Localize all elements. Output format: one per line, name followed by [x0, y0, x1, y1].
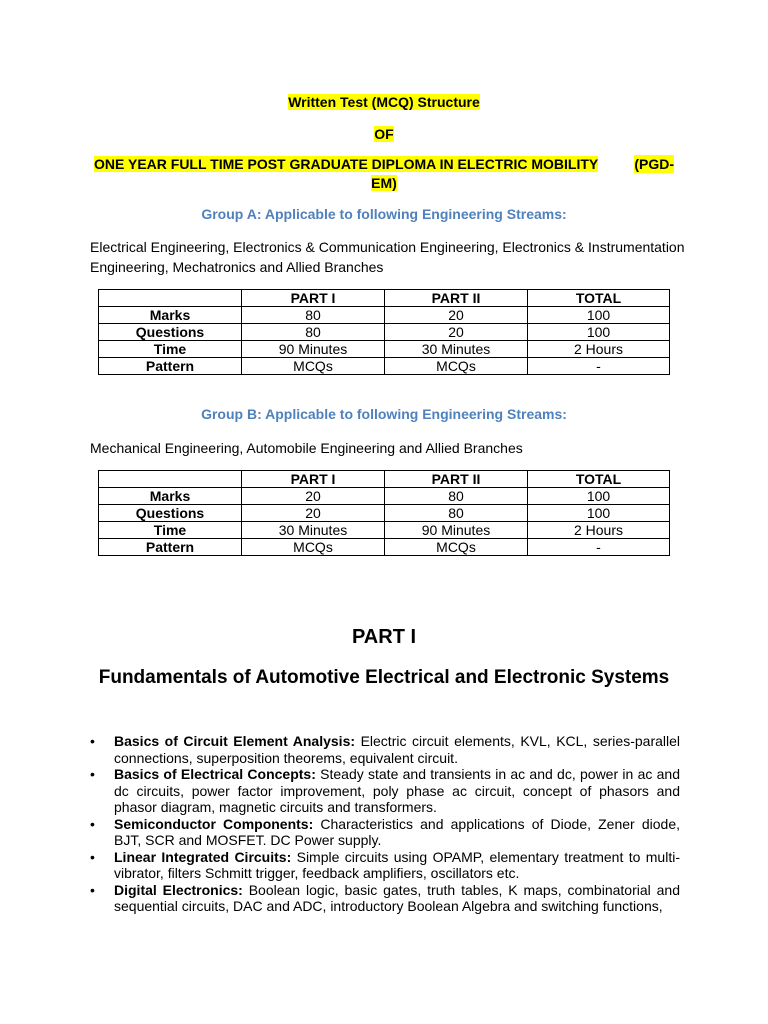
list-item — [90, 766, 680, 816]
table-row — [99, 488, 670, 505]
table-row — [99, 324, 670, 341]
table-cell: 2 Hours — [528, 341, 670, 358]
topic-body: Simple circuits using OPAMP, elementary treatment to multi-vibrator, filters Schmitt trigger, feedback amplifiers, oscillators etc. — [114, 848, 680, 881]
table-cell: - — [528, 539, 670, 556]
diploma-main: ONE YEAR FULL TIME POST GRADUATE DIPLOMA IN ELECTRIC MOBILITY — [94, 156, 599, 172]
table-cell: 80 — [242, 324, 385, 341]
group-a-heading: Group A: Applicable to following Engineering Streams: — [201, 206, 567, 222]
table-header-cell: PART I — [242, 471, 385, 488]
table-row — [99, 505, 670, 522]
table-cell: 80 — [242, 307, 385, 324]
table-header-cell: PART I — [242, 290, 385, 307]
table-cell: 30 Minutes — [385, 341, 528, 358]
table-cell: - — [528, 358, 670, 375]
table-row — [99, 358, 670, 375]
table-header-cell: PART II — [385, 290, 528, 307]
table-header-cell — [99, 290, 242, 307]
topic-head: Basics of Circuit Element Analysis: — [114, 733, 356, 749]
bullet-icon: • — [90, 881, 95, 898]
table-cell: 90 Minutes — [385, 522, 528, 539]
group-a-table — [98, 289, 670, 375]
list-item — [90, 733, 680, 766]
topic-body: Characteristics and applications of Diode, Zener diode, BJT, SCR and MOSFET. DC Power supply. — [114, 815, 680, 848]
row-label: Marks — [99, 307, 242, 324]
bullet-icon: • — [90, 766, 95, 782]
table-cell: 80 — [385, 488, 528, 505]
table-cell: 2 Hours — [528, 522, 670, 539]
section-title: Fundamentals of Automotive Electrical and Electronic Systems — [98, 667, 670, 688]
row-label: Time — [99, 522, 242, 539]
diploma-code-part1: (PGD- — [634, 156, 674, 172]
part-title: PART I — [351, 626, 417, 648]
topic-head: Semiconductor Components: — [114, 815, 314, 832]
table-cell: 100 — [528, 488, 670, 505]
table-cell: MCQs — [385, 358, 528, 375]
title-line — [0, 93, 768, 112]
of-label: OF — [374, 126, 394, 142]
table-header-row — [99, 290, 670, 307]
list-item — [90, 849, 680, 882]
table-cell: MCQs — [242, 539, 385, 556]
diploma-title — [94, 155, 674, 193]
group-b-heading: Group B: Applicable to following Engineering Streams: — [201, 406, 567, 422]
table-cell: 100 — [528, 307, 670, 324]
table-header-row — [99, 471, 670, 488]
row-label: Marks — [99, 488, 242, 505]
table-cell: 20 — [385, 324, 528, 341]
table-cell: 30 Minutes — [242, 522, 385, 539]
table-cell: 20 — [385, 307, 528, 324]
document-title: Written Test (MCQ) Structure — [288, 94, 480, 110]
table-row — [99, 539, 670, 556]
table-cell: 80 — [385, 505, 528, 522]
topic-body: Electric circuit elements, KVL, KCL, series-parallel connections, superposition theorems, equivalent circuit. — [114, 733, 681, 766]
topic-head: Digital Electronics: — [114, 881, 243, 898]
table-cell: 20 — [242, 488, 385, 505]
group-a-streams: Electrical Engineering, Electronics & Communication Engineering, Electronics & Instrumentation Engineering, Mechatronics and Allied Branches — [90, 239, 685, 275]
row-label: Questions — [99, 324, 242, 341]
topics-list — [90, 733, 680, 915]
table-cell: 90 Minutes — [242, 341, 385, 358]
topic-head: Linear Integrated Circuits: — [114, 848, 292, 865]
table-row — [99, 307, 670, 324]
table-header-cell — [99, 471, 242, 488]
group-b-table — [98, 470, 670, 556]
table-row — [99, 522, 670, 539]
table-cell: MCQs — [242, 358, 385, 375]
table-header-cell: PART II — [385, 471, 528, 488]
of-line — [0, 125, 768, 144]
topic-head: Basics of Electrical Concepts: — [114, 766, 316, 782]
list-item — [90, 882, 680, 915]
bullet-icon: • — [90, 733, 95, 749]
topic-body: Steady state and transients in ac and dc, power in ac and dc circuits, power factor improvement, poly phase ac circuit, concept of phasors and phasor diagram, magnetic circuits and transformers. — [114, 766, 680, 815]
group-b-streams: Mechanical Engineering, Automobile Engineering and Allied Branches — [90, 440, 523, 456]
bullet-icon: • — [90, 848, 95, 865]
table-cell: 100 — [528, 324, 670, 341]
topic-body: Boolean logic, basic gates, truth tables, K maps, combinatorial and sequential circuits, DAC and ADC, introductory Boolean Algebra and switching functions, — [114, 881, 680, 914]
row-label: Questions — [99, 505, 242, 522]
row-label: Time — [99, 341, 242, 358]
table-header-cell: TOTAL — [528, 290, 670, 307]
row-label: Pattern — [99, 539, 242, 556]
row-label: Pattern — [99, 358, 242, 375]
table-cell: 100 — [528, 505, 670, 522]
table-header-cell: TOTAL — [528, 471, 670, 488]
diploma-code-part2: EM) — [371, 175, 397, 191]
list-item — [90, 816, 680, 849]
table-cell: 20 — [242, 505, 385, 522]
table-row — [99, 341, 670, 358]
table-cell: MCQs — [385, 539, 528, 556]
bullet-icon: • — [90, 815, 95, 832]
